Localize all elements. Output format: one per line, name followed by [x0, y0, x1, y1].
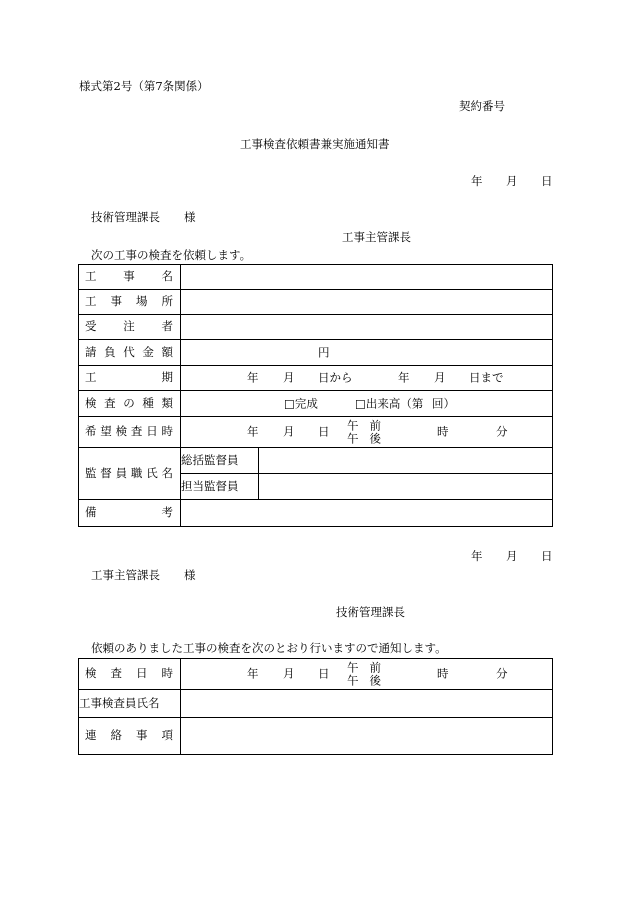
row-contractor	[79, 315, 553, 340]
contact-items-field[interactable]	[181, 718, 553, 755]
general-supervisor-field[interactable]	[259, 448, 553, 474]
date-day-label: 日	[541, 174, 553, 188]
contractor-label: 受 注 者	[79, 315, 181, 340]
notice-am-pm-label: 午 前 午 後	[347, 660, 381, 687]
inspector-name-label: 工事検査員氏名	[79, 690, 181, 718]
assigned-supervisor-field[interactable]	[259, 474, 553, 500]
contractor-field[interactable]	[181, 315, 553, 340]
contract-number-label: 契約番号	[459, 99, 505, 113]
date-month-label: 月	[506, 174, 518, 188]
row-inspection-datetime	[79, 659, 553, 690]
inspection-type-field	[181, 391, 553, 417]
construction-period-field[interactable]	[181, 366, 553, 391]
period-month-until: 月	[434, 370, 446, 385]
complete-checkbox[interactable]: □完成	[284, 395, 318, 410]
inspector-name-field[interactable]	[181, 690, 553, 718]
construction-name-field[interactable]	[181, 265, 553, 290]
construction-period-label: 工 期	[79, 366, 181, 391]
row-inspector-name	[79, 690, 553, 718]
period-day-from: 日から	[318, 370, 353, 385]
inspection-day: 日	[318, 666, 330, 681]
row-construction-name	[79, 265, 553, 290]
remarks-field[interactable]	[181, 500, 553, 527]
notice-sender: 技術管理課長	[336, 605, 405, 619]
form-number: 様式第2号（第7条関係）	[79, 79, 209, 93]
request-table	[78, 264, 553, 527]
desired-datetime-field[interactable]	[181, 417, 553, 448]
contract-amount-label: 請 負 代 金 額	[79, 340, 181, 366]
row-remarks	[79, 500, 553, 527]
partial-checkbox[interactable]: □出来高（第	[355, 395, 424, 410]
period-day-until: 日まで	[469, 370, 504, 385]
row-construction-site	[79, 290, 553, 315]
notice-honorific: 様	[184, 568, 196, 582]
desired-hour: 時	[437, 424, 449, 439]
row-supervisor-general	[79, 448, 553, 474]
request-intro: 次の工事の検査を依頼します。	[91, 248, 252, 262]
construction-site-field[interactable]	[181, 290, 553, 315]
request-addressee: 技術管理課長	[91, 210, 160, 224]
desired-datetime-label: 希 望 検 査 日 時	[79, 417, 181, 448]
notice-date-month: 月	[506, 549, 518, 563]
inspection-hour: 時	[437, 666, 449, 681]
date-year-label: 年	[471, 174, 483, 188]
notice-table	[78, 658, 553, 755]
notice-date-year: 年	[471, 549, 483, 563]
construction-name-label: 工 事 名	[79, 265, 181, 290]
period-year-from: 年	[247, 370, 259, 385]
desired-year: 年	[247, 424, 259, 439]
partial-times-label: 回）	[432, 395, 455, 410]
period-month-from: 月	[283, 370, 295, 385]
contract-amount-field[interactable]	[181, 340, 553, 366]
row-construction-period	[79, 366, 553, 391]
inspection-datetime-field[interactable]	[181, 659, 553, 690]
supervisor-label: 監 督 員 職 氏 名	[79, 448, 181, 500]
period-year-until: 年	[398, 370, 410, 385]
request-honorific: 様	[184, 210, 196, 224]
inspection-datetime-label: 検 査 日 時	[79, 659, 181, 690]
inspection-year: 年	[247, 666, 259, 681]
general-supervisor-label: 総括監督員	[181, 448, 259, 474]
notice-intro: 依頼のありました工事の検査を次のとおり行いますので通知します。	[91, 641, 447, 655]
am-pm-label: 午 前 午 後	[347, 418, 381, 445]
notice-date-day: 日	[541, 549, 553, 563]
remarks-label: 備 考	[79, 500, 181, 527]
document-title: 工事検査依頼書兼実施通知書	[240, 137, 390, 151]
notice-addressee: 工事主管課長	[91, 568, 160, 582]
assigned-supervisor-label: 担当監督員	[181, 474, 259, 500]
desired-day: 日	[318, 424, 330, 439]
inspection-month: 月	[283, 666, 295, 681]
row-contact-items	[79, 718, 553, 755]
row-contract-amount	[79, 340, 553, 366]
contact-items-label: 連 絡 事 項	[79, 718, 181, 755]
request-sender: 工事主管課長	[342, 230, 411, 244]
desired-minute: 分	[496, 424, 508, 439]
row-inspection-type	[79, 391, 553, 417]
amount-unit: 円	[318, 344, 330, 359]
row-desired-datetime	[79, 417, 553, 448]
desired-month: 月	[283, 424, 295, 439]
inspection-type-label: 検 査 の 種 類	[79, 391, 181, 417]
construction-site-label: 工 事 場 所	[79, 290, 181, 315]
inspection-minute: 分	[496, 666, 508, 681]
